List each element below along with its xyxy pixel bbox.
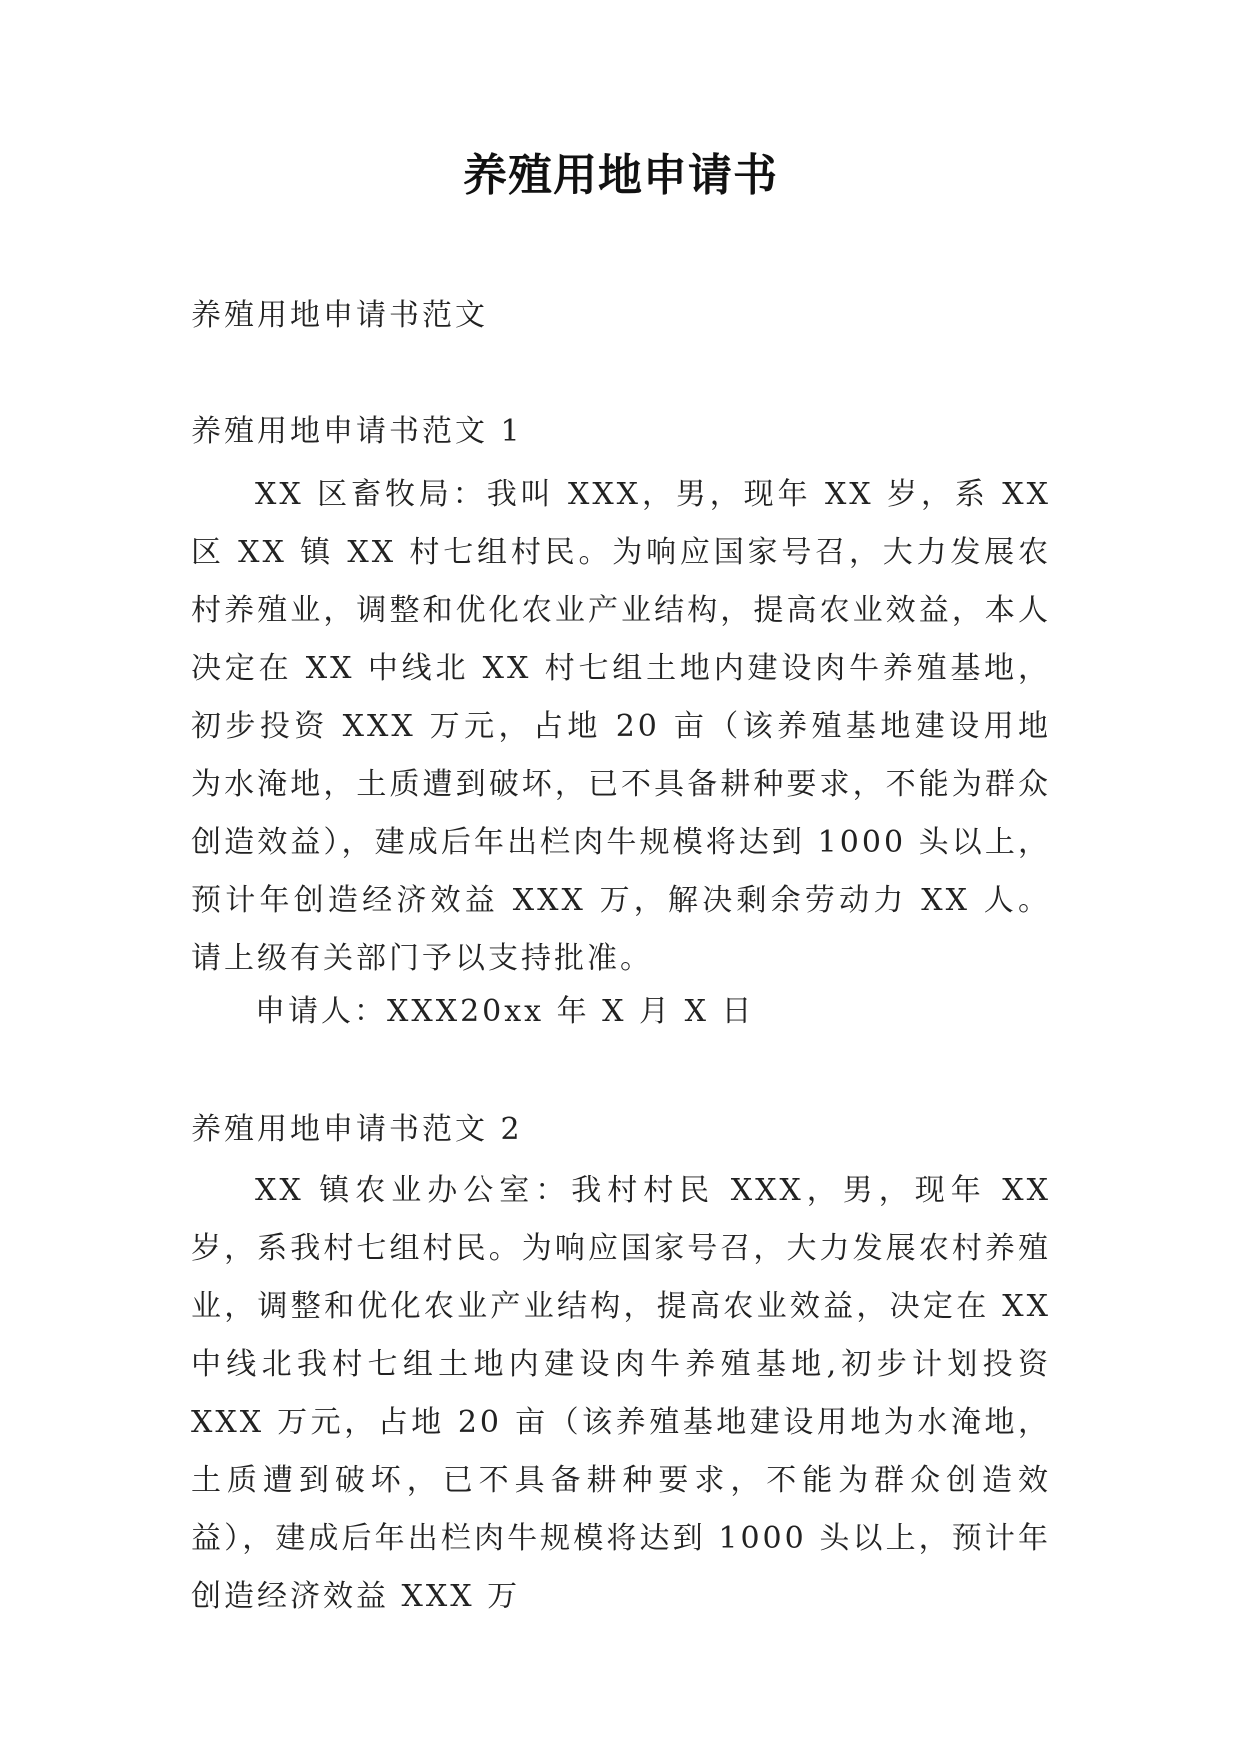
section-1-heading: 养殖用地申请书范文 1 <box>191 414 523 449</box>
document-title: 养殖用地申请书 <box>463 150 778 201</box>
section-1-body: XX 区畜牧局：我叫 XXX，男，现年 XX 岁，系 XX 区 XX 镇 XX 村七组村民。为响应国家号召，大力发展农村养殖业，调整和优化农业产业结构，提高农业效益，本人决定在 XX 中线北 XX 村七组土地内建设肉牛养殖基地，初步投资 XXX 万元，占地 20 亩（该养殖基地建设用地为水淹地，土质遭到破坏，已不具备耕种要求，不能为群众创造效益），建成后年出栏肉牛规模将达到 1000 头以上，预计年创造经济效益 XXX 万，解决剩余劳动力 XX 人。请上级有关部门予以支持批准。 <box>191 477 1051 976</box>
section-2-body: XX 镇农业办公室：我村村民 XXX，男，现年 XX 岁，系我村七组村民。为响应国家号召，大力发展农村养殖业，调整和优化农业产业结构，提高农业效益，决定在 XX 中线北我村七组土地内建设肉牛养殖基地,初步计划投资 XXX 万元，占地 20 亩（该养殖基地建设用地为水淹地，土质遭到破坏，已不具备耕种要求，不能为群众创造效益），建成后年出栏肉牛规模将达到 1000 头以上，预计年创造经济效益 XXX 万 <box>191 1173 1051 1614</box>
section-2-heading: 养殖用地申请书范文 2 <box>191 1112 523 1147</box>
document-subtitle: 养殖用地申请书范文 <box>191 298 488 333</box>
section-1-signature: 申请人：XXX20xx 年 X 月 X 日 <box>255 994 755 1029</box>
